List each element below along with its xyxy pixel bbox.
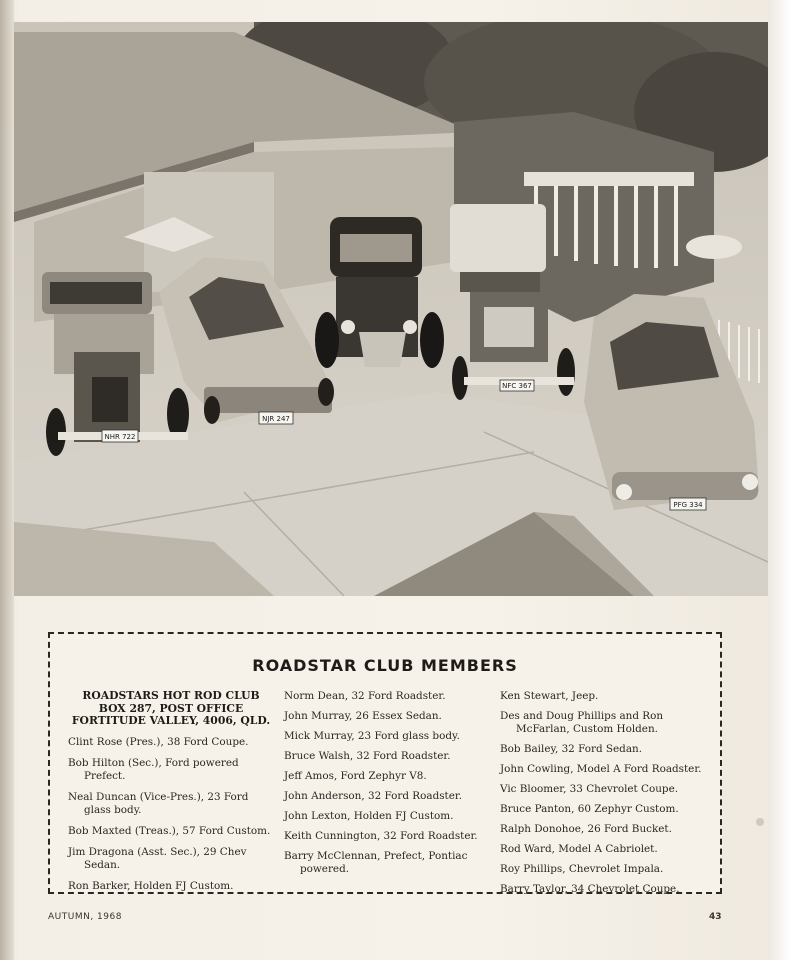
club-location: FORTITUDE VALLEY, 4006, QLD. (71, 714, 271, 727)
member-entry: Jim Dragona (Asst. Sec.), 29 Chev Sedan. (68, 845, 247, 871)
club-name: ROADSTARS HOT ROD CLUB (82, 689, 260, 702)
plate-2: NJR 247 (262, 415, 290, 423)
plate-3: PFG 334 (673, 501, 703, 509)
member-entry: Ron Barker, Holden FJ Custom. (68, 879, 234, 892)
car-lineup-photo (14, 22, 768, 596)
member-entry: Norm Dean, 32 Ford Roadster. (284, 690, 446, 702)
member-entry: Rod Ward, Model A Cabriolet. (500, 843, 658, 855)
member-entry: Neal Duncan (Vice-Pres.), 23 Ford glass body. (68, 790, 249, 816)
member-entry: Ken Stewart, Jeep. (500, 690, 599, 702)
plate-4: NFC 367 (502, 382, 532, 390)
member-entry: Clint Rose (Pres.), 38 Ford Coupe. (68, 735, 249, 748)
member-entry: John Lexton, Holden FJ Custom. (284, 810, 454, 822)
member-entry: Barry Taylor, 34 Chevrolet Coupe. (500, 883, 680, 895)
member-entry: Des and Doug Phillips and Ron McFarlan, Custom Holden. (500, 710, 664, 735)
member-entry: Bob Bailey, 32 Ford Sedan. (500, 743, 643, 755)
member-entry: Jeff Amos, Ford Zephyr V8. (284, 770, 427, 782)
member-entry: John Cowling, Model A Ford Roadster. (500, 763, 702, 775)
issue-date: AUTUMN, 1968 (48, 912, 122, 922)
member-entry: Vic Bloomer, 33 Chevrolet Coupe. (500, 783, 679, 795)
member-entry: John Murray, 26 Essex Sedan. (284, 710, 442, 722)
member-entry: Ralph Donohoe, 26 Ford Bucket. (500, 823, 672, 835)
member-entry: Bruce Panton, 60 Zephyr Custom. (500, 803, 679, 815)
page-number: 43 (709, 912, 722, 922)
club-box: BOX 287, POST OFFICE (98, 701, 244, 715)
page-binding-edge (0, 0, 14, 960)
members-column-3 (500, 690, 710, 903)
member-entry: Keith Cunnington, 32 Ford Roadster. (284, 830, 478, 842)
member-entry: Bruce Walsh, 32 Ford Roadster. (284, 750, 451, 762)
page-right-edge (768, 0, 790, 960)
member-entry: Mick Murray, 23 Ford glass body. (284, 730, 460, 742)
binding-hole-mark (756, 818, 764, 826)
member-entry: John Anderson, 32 Ford Roadster. (284, 790, 463, 802)
members-column-1 (68, 690, 274, 901)
member-entry: Bob Hilton (Sec.), Ford powered Prefect. (68, 756, 239, 782)
members-title: ROADSTAR CLUB MEMBERS (252, 656, 518, 675)
member-entry: Roy Phillips, Chevrolet Impala. (500, 863, 664, 875)
members-column-2 (284, 690, 484, 883)
members-box (48, 632, 722, 894)
plate-1: NHR 722 (104, 433, 136, 441)
member-entry: Barry McClennan, Prefect, Pontiac powered. (284, 850, 468, 875)
member-entry: Bob Maxted (Treas.), 57 Ford Custom. (68, 824, 271, 837)
club-address (68, 690, 274, 728)
